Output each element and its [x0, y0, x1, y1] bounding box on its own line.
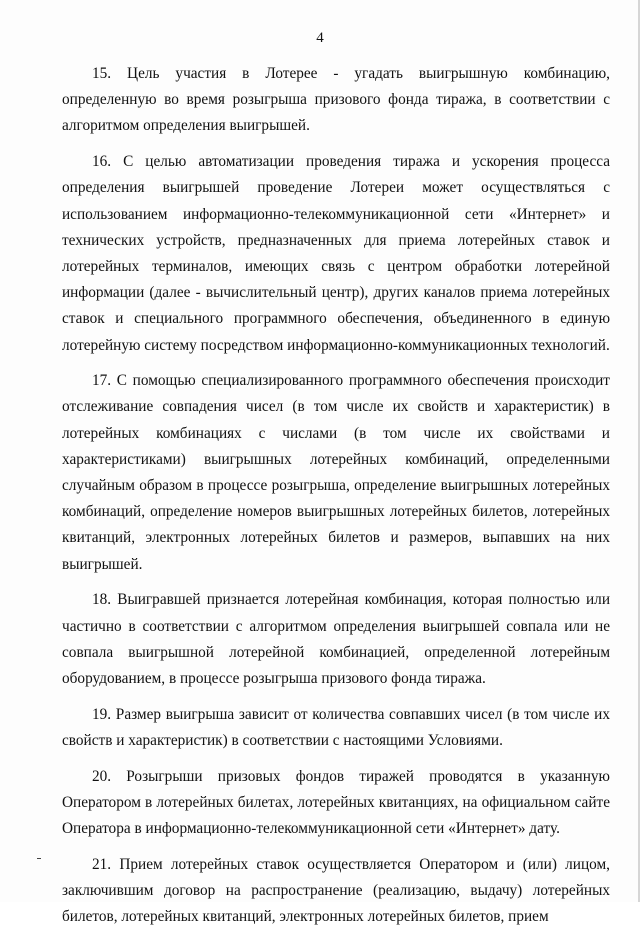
scan-mark: [37, 858, 41, 859]
paragraph-18: 18. Выигравшей признается лотерейная комбинация, которая полностью или частично в соответствии с алгоритмом определения выигрышей совпала или не совпала выигрышной лотерейной комбинацией, определенной лотерейным оборудованием, в процессе розыгрыша призового фонда тиража.: [62, 591, 610, 687]
document-body: [62, 61, 610, 930]
paragraph-19: 19. Размер выигрыша зависит от количества совпавших чисел (в том числе их свойств и характеристик) в соответствии с настоящими Условиями.: [62, 705, 610, 749]
paragraph-20: 20. Розыгрыши призовых фондов тиражей проводятся в указанную Оператором в лотерейных билетах, лотерейных квитанциях, на официальном сайте Оператора в информационно-телекоммуникационной сети «Интернет» дату.: [62, 767, 610, 837]
paragraph-16: 16. С целью автоматизации проведения тиража и ускорения процесса определения выигрышей проведение Лотереи может осуществляться с использованием информационно-телекоммуникационной сети «Интернет» и технических устройств, предназначенных для приема лотерейных ставок и лотерейных терминалов, имеющих связь с центром обработки лотерейной информации (далее - вычислительный центр), других каналов приема лотерейных ставок и специального программного обеспечения, объединенного в единую лотерейную систему посредством информационно-коммуникационных технологий.: [62, 153, 610, 354]
paragraph-17: 17. С помощью специализированного программного обеспечения происходит отслеживание совпадения чисел (в том числе их свойств и характеристик) в лотерейных комбинациях с числами (в том числе их свойствами и характеристиками) выигрышных лотерейных комбинаций, определенными случайным образом в процессе розыгрыша, определение выигрышных лотерейных комбинаций, определение номеров выигрышных лотерейных билетов, лотерейных квитанций, электронных лотерейных билетов и размеров, выпавших на них выигрышей.: [62, 372, 610, 573]
page-number: 4: [316, 30, 324, 46]
paragraph-21: 21. Прием лотерейных ставок осуществляется Оператором и (или) лицом, заключившим договор на распространение (реализацию, выдачу) лотерейных билетов, лотерейных квитанций, электронных лотерейных билетов, прием: [62, 855, 610, 926]
paragraph-15: 15. Цель участия в Лотерее - угадать выигрышную комбинацию, определенную во время розыгрыша призового фонда тиража, в соответствии с алгоритмом определения выигрышей.: [62, 65, 610, 135]
